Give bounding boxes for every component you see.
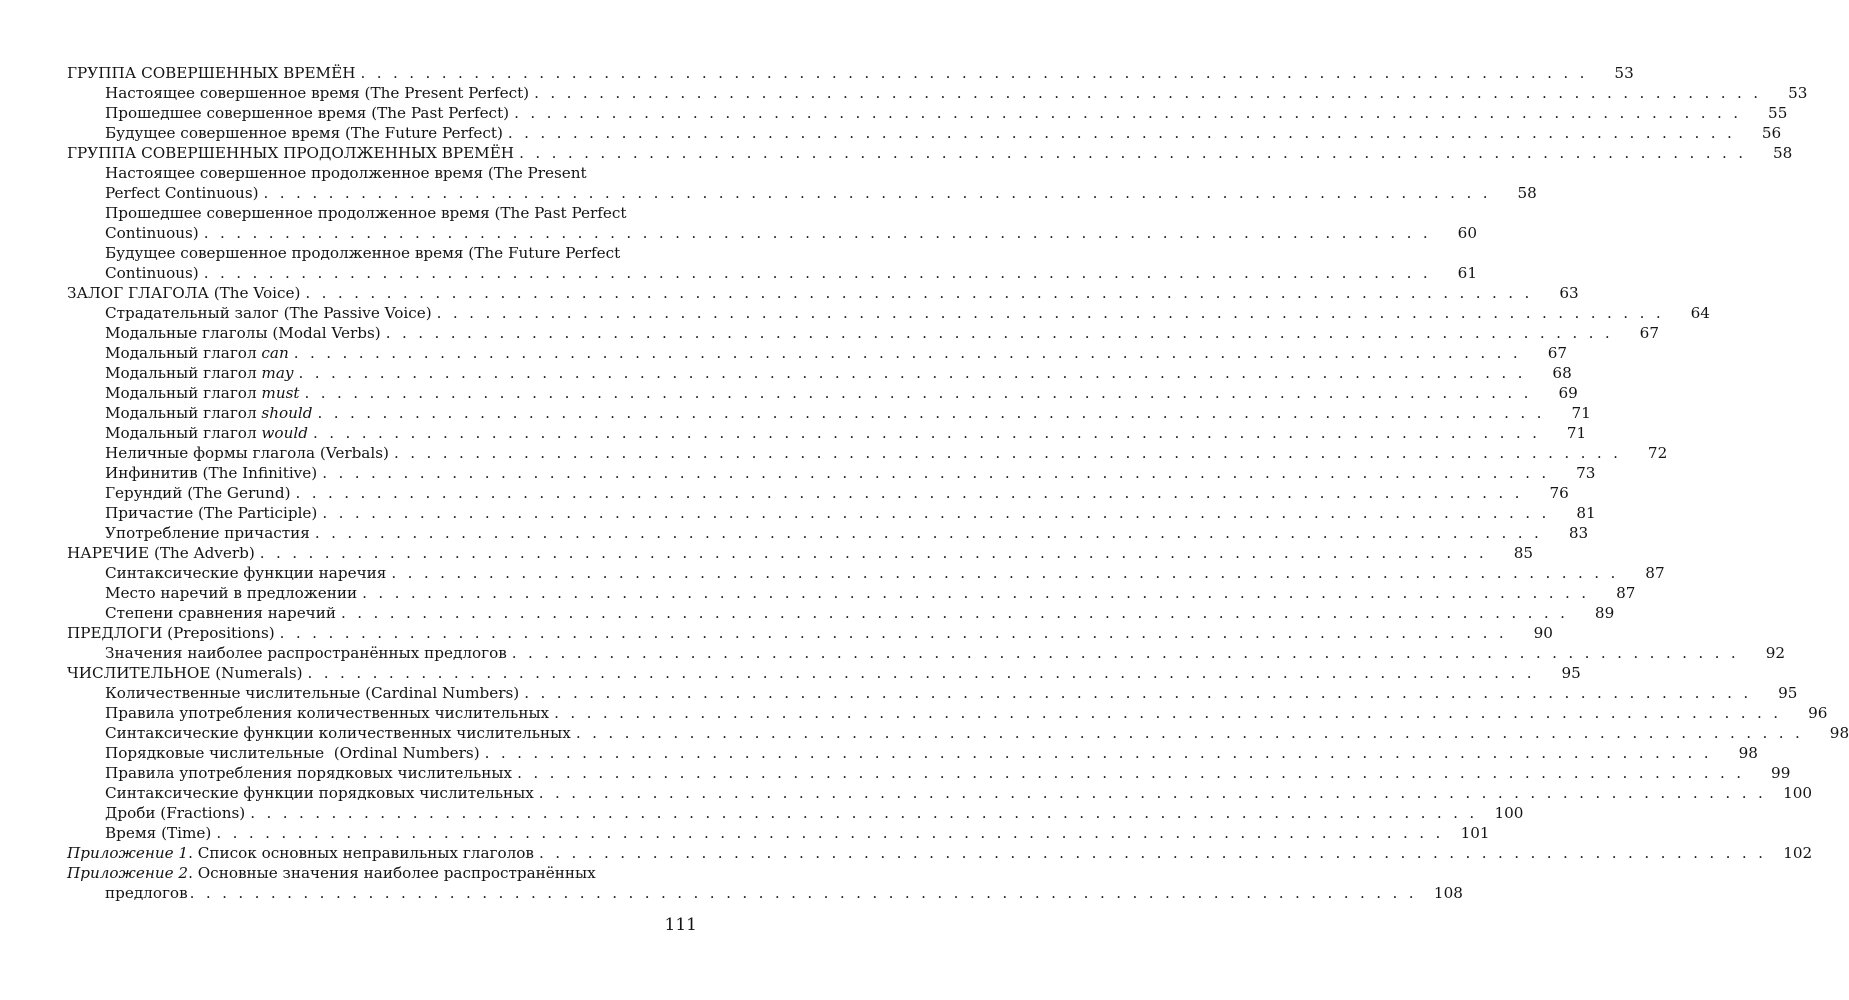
toc-entry-page: 108 — [1433, 884, 1463, 902]
modal-verb: would — [261, 424, 308, 442]
toc-entry[interactable] — [67, 163, 1537, 203]
modal-verb: may — [261, 364, 294, 382]
dot-leader: . . . . . . . . . . . . . . . . . . . . . . . . . . . . . . . . . . . . . . . . . . . . . . . . . . . . . . . . . . . . . . . . . . . . . . . . . . . . — [554, 704, 1782, 722]
toc-entry-title: ГРУППА СОВЕРШЕННЫХ ВРЕМЁН — [67, 64, 356, 82]
dot-leader: . . . . . . . . . . . . . . . . . . . . . . . . . . . . . . . . . . . . . . . . . . . . . . . . . . . . . . . . . . . . . . . . . . . . . . . . . . . . — [216, 824, 1444, 842]
toc-entry-title-continued: Continuous) — [105, 264, 199, 282]
toc-entry-title — [67, 843, 534, 863]
toc-entry[interactable] — [67, 563, 1665, 583]
toc-entry-page: 81 — [1576, 504, 1596, 522]
toc-entry-title-continued: Continuous) — [105, 224, 199, 242]
toc-entry-page: 90 — [1533, 624, 1553, 642]
toc-entry[interactable] — [67, 663, 1581, 683]
toc-entry-page: 92 — [1765, 644, 1786, 662]
toc-entry[interactable] — [67, 63, 1634, 83]
toc-entry[interactable] — [67, 383, 1578, 403]
toc-entry-title: Прошедшее совершенное продолженное время (The Past Perfect — [105, 204, 627, 222]
dot-leader: . . . . . . . . . . . . . . . . . . . . . . . . . . . . . . . . . . . . . . . . . . . . . . . . . . . . . . . . . . . . . . . . . . . . . . . . . . . . — [391, 564, 1619, 582]
dot-leader: . . . . . . . . . . . . . . . . . . . . . . . . . . . . . . . . . . . . . . . . . . . . . . . . . . . . . . . . . . . . . . . . . . . . . . . . . . . . — [203, 264, 1431, 282]
dot-leader: . . . . . . . . . . . . . . . . . . . . . . . . . . . . . . . . . . . . . . . . . . . . . . . . . . . . . . . . . . . . . . . . . . . . . . . . . . . . — [279, 624, 1507, 642]
toc-entry-title-continued: предлогов — [105, 884, 188, 902]
toc-entry-page: 64 — [1690, 304, 1710, 322]
toc-entry-page: 89 — [1594, 604, 1615, 622]
toc-entry-title — [105, 423, 308, 443]
toc-entry-page: 72 — [1647, 444, 1668, 462]
toc-entry-page: 67 — [1547, 344, 1568, 362]
toc-entry-page: 69 — [1558, 384, 1578, 402]
dot-leader: . . . . . . . . . . . . . . . . . . . . . . . . . . . . . . . . . . . . . . . . . . . . . . . . . . . . . . . . . . . . . . . . . . . . . . . . . . . . — [203, 224, 1431, 242]
toc-entry-page: 98 — [1738, 744, 1758, 762]
dot-leader: . . . . . . . . . . . . . . . . . . . . . . . . . . . . . . . . . . . . . . . . . . . . . . . . . . . . . . . . . . . . . . . . . . . . . . . . . . . . — [304, 384, 1532, 402]
toc-entry[interactable] — [67, 83, 1808, 103]
toc-entry-title — [105, 403, 313, 423]
toc-entry-page: 53 — [1788, 84, 1808, 102]
toc-entry-title: Количественные числительные (Cardinal Numbers) — [105, 684, 520, 702]
toc-entry-page: 102 — [1783, 844, 1813, 862]
toc-entry-title-text: Модальный глагол — [105, 404, 257, 422]
toc-entry-page: 99 — [1771, 764, 1791, 782]
dot-leader: . . . . . . . . . . . . . . . . . . . . . . . . . . . . . . . . . . . . . . . . . . . . . . . . . . . . . . . . . . . . . . . . . . . . . . . . . . . . — [293, 344, 1522, 362]
dot-leader: . . . . . . . . . . . . . . . . . . . . . . . . . . . . . . . . . . . . . . . . . . . . . . . . . . . . . . . . . . . . . . . . . . . . . . . . . . . . — [305, 284, 1533, 302]
toc-entry-title: Страдательный залог (The Passive Voice) — [105, 304, 432, 322]
toc-entry-title: Дроби (Fractions) — [105, 804, 246, 822]
toc-entry-title: Время (Time) — [105, 824, 212, 842]
dot-leader: . . . . . . . . . . . . . . . . . . . . . . . . . . . . . . . . . . . . . . . . . . . . . . . . . . . . . . . . . . . . . . . . . . . . . . . . . . . . — [524, 684, 1752, 702]
toc-entry[interactable] — [67, 743, 1758, 763]
toc-entry-title: Синтаксические функции наречия — [105, 564, 387, 582]
toc-entry[interactable] — [67, 343, 1568, 363]
toc-entry[interactable] — [67, 243, 1477, 283]
toc-entry[interactable] — [67, 623, 1553, 643]
toc-entry-title: Синтаксические функции количественных числительных — [105, 724, 571, 742]
toc-entry-title-text: Модальный глагол — [105, 364, 257, 382]
toc-entry-title: Неличные формы глагола (Verbals) — [105, 444, 389, 462]
toc-entry-page: 63 — [1559, 284, 1579, 302]
toc-entry-page: 87 — [1616, 584, 1636, 602]
appendix-title: . Список основных неправильных глаголов — [188, 844, 534, 862]
toc-entry-title: НАРЕЧИЕ (The Adverb) — [67, 544, 255, 562]
modal-verb: should — [261, 404, 313, 422]
toc-entry-title: Причастие (The Participle) — [105, 504, 318, 522]
toc-entry-title: Будущее совершенное время (The Future Perfect) — [105, 124, 503, 142]
toc-entry-title — [105, 343, 289, 363]
toc-entry[interactable] — [67, 203, 1477, 243]
toc-entry-page: 87 — [1645, 564, 1665, 582]
toc-entry[interactable] — [67, 483, 1569, 503]
toc-entry-title: Порядковые числительные (Ordinal Numbers) — [105, 744, 480, 762]
dot-leader: . . . . . . . . . . . . . . . . . . . . . . . . . . . . . . . . . . . . . . . . . . . . . . . . . . . . . . . . . . . . . . . . . . . . . . . . . . . . — [295, 484, 1523, 502]
toc-entry[interactable] — [67, 503, 1596, 523]
toc-entry-title: Будущее совершенное продолженное время (The Future Perfect — [105, 244, 621, 262]
toc-entry[interactable] — [67, 703, 1828, 723]
toc-entry-title: Синтаксические функции порядковых числительных — [105, 784, 534, 802]
toc-entry-title: Правила употребления количественных числительных — [105, 704, 550, 722]
dot-leader: . . . . . . . . . . . . . . . . . . . . . . . . . . . . . . . . . . . . . . . . . . . . . . . . . . . . . . . . . . . . . . . . . . . . . . . . . . . . — [259, 544, 1488, 562]
toc-entry-title — [105, 363, 293, 383]
toc-entry-page: 76 — [1549, 484, 1569, 502]
table-of-contents — [67, 63, 1849, 903]
toc-entry-page: 53 — [1614, 64, 1634, 82]
toc-entry-page: 100 — [1783, 784, 1813, 802]
dot-leader: . . . . . . . . . . . . . . . . . . . . . . . . . . . . . . . . . . . . . . . . . . . . . . . . . . . . . . . . . . . . . . . . . . . . . . . . . . . . — [511, 644, 1740, 662]
toc-entry[interactable] — [67, 523, 1589, 543]
toc-entry-title: ГРУППА СОВЕРШЕННЫХ ПРОДОЛЖЕННЫХ ВРЕМЁН — [67, 144, 515, 162]
dot-leader: . . . . . . . . . . . . . . . . . . . . . . . . . . . . . . . . . . . . . . . . . . . . . . . . . . . . . . . . . . . . . . . . . . . . . . . . . . . . — [263, 184, 1491, 202]
dot-leader: . . . . . . . . . . . . . . . . . . . . . . . . . . . . . . . . . . . . . . . . . . . . . . . . . . . . . . . . . . . . . . . . . . . . . . . . . . . . — [312, 424, 1541, 442]
dot-leader: . . . . . . . . . . . . . . . . . . . . . . . . . . . . . . . . . . . . . . . . . . . . . . . . . . . . . . . . . . . . . . . . . . . . . . . . . . . . — [575, 724, 1804, 742]
toc-entry-title: Правила употребления порядковых числительных — [105, 764, 513, 782]
modal-verb: must — [261, 384, 300, 402]
toc-entry[interactable] — [67, 763, 1791, 783]
toc-entry-page: 96 — [1808, 704, 1828, 722]
toc-entry[interactable] — [67, 443, 1668, 463]
appendix-label: Приложение 1 — [67, 844, 189, 862]
section-caps-title: ЗАЛОГ ГЛАГОЛА — [67, 284, 209, 302]
dot-leader: . . . . . . . . . . . . . . . . . . . . . . . . . . . . . . . . . . . . . . . . . . . . . . . . . . . . . . . . . . . . . . . . . . . . . . . . . . . . — [362, 584, 1590, 602]
toc-entry[interactable] — [67, 543, 1534, 563]
dot-leader: . . . . . . . . . . . . . . . . . . . . . . . . . . . . . . . . . . . . . . . . . . . . . . . . . . . . . . . . . . . . . . . . . . . . . . . . . . . . — [393, 444, 1622, 462]
toc-entry-page: 71 — [1566, 424, 1587, 442]
toc-entry-title — [105, 383, 300, 403]
toc-entry-page: 55 — [1768, 104, 1788, 122]
dot-leader: . . . . . . . . . . . . . . . . . . . . . . . . . . . . . . . . . . . . . . . . . . . . . . . . . . . . . . . . . . . . . . . . . . . . . . . . . . . . — [317, 404, 1545, 422]
toc-entry-page: 58 — [1517, 184, 1537, 202]
appendix-title: . Основные значения наиболее распространённых — [188, 864, 596, 882]
toc-entry[interactable] — [67, 103, 1788, 123]
dot-leader: . . . . . . . . . . . . . . . . . . . . . . . . . . . . . . . . . . . . . . . . . . . . . . . . . . . . . . . . . . . . . . . . . . . . . . . . . . . . — [436, 304, 1664, 322]
toc-entry-title-text: Модальный глагол — [105, 384, 257, 402]
toc-entry-title: Настоящее совершенное время (The Present Perfect) — [105, 84, 530, 102]
toc-entry[interactable] — [67, 423, 1587, 443]
toc-entry-title: Прошедшее совершенное время (The Past Perfect) — [105, 104, 510, 122]
toc-entry-title-continued: Perfect Continuous) — [105, 184, 259, 202]
dot-leader: . . . . . . . . . . . . . . . . . . . . . . . . . . . . . . . . . . . . . . . . . . . . . . . . . . . . . . . . . . . . . . . . . . . . . . . . . . . . — [340, 604, 1569, 622]
toc-entry-page: 61 — [1457, 264, 1477, 282]
dot-leader: . . . . . . . . . . . . . . . . . . . . . . . . . . . . . . . . . . . . . . . . . . . . . . . . . . . . . . . . . . . . . . . . . . . . . . . . . . . . — [538, 784, 1767, 802]
toc-entry-page: 95 — [1778, 684, 1798, 702]
toc-entry-page: 58 — [1773, 144, 1793, 162]
toc-entry-title: Настоящее совершенное продолженное время (The Present — [105, 164, 587, 182]
toc-entry[interactable] — [67, 823, 1490, 843]
dot-leader: . . . . . . . . . . . . . . . . . . . . . . . . . . . . . . . . . . . . . . . . . . . . . . . . . . . . . . . . . . . . . . . . . . . . . . . . . . . . — [484, 744, 1712, 762]
toc-entry[interactable] — [67, 803, 1524, 823]
toc-entry-page: 95 — [1561, 664, 1581, 682]
dot-leader: . . . . . . . . . . . . . . . . . . . . . . . . . . . . . . . . . . . . . . . . . . . . . . . . . . . . . . . . . . . . . . . . . . . . . . . . . . . . — [514, 104, 1742, 122]
page-number: 111 — [664, 915, 697, 935]
toc-entry-page: 67 — [1639, 324, 1659, 342]
toc-entry[interactable] — [67, 583, 1636, 603]
toc-entry[interactable] — [67, 123, 1782, 143]
appendix-label: Приложение 2 — [67, 864, 189, 882]
toc-entry-page: 100 — [1494, 804, 1524, 822]
dot-leader: . . . . . . . . . . . . . . . . . . . . . . . . . . . . . . . . . . . . . . . . . . . . . . . . . . . . . . . . . . . . . . . . . . . . . . . . . . . . — [250, 804, 1478, 822]
toc-entry[interactable] — [67, 783, 1813, 803]
dot-leader: . . . . . . . . . . . . . . . . . . . . . . . . . . . . . . . . . . . . . . . . . . . . . . . . . . . . . . . . . . . . . . . . . . . . . . . . . . . . — [360, 64, 1588, 82]
toc-entry-page: 101 — [1460, 824, 1490, 842]
dot-leader: . . . . . . . . . . . . . . . . . . . . . . . . . . . . . . . . . . . . . . . . . . . . . . . . . . . . . . . . . . . . . . . . . . . . . . . . . . . . — [189, 884, 1417, 902]
toc-entry-title: Герундий (The Gerund) — [105, 484, 291, 502]
toc-entry-page: 60 — [1457, 224, 1477, 242]
toc-entry[interactable] — [67, 723, 1849, 743]
dot-leader: . . . . . . . . . . . . . . . . . . . . . . . . . . . . . . . . . . . . . . . . . . . . . . . . . . . . . . . . . . . . . . . . . . . . . . . . . . . . — [307, 664, 1535, 682]
toc-entry-title-text: Модальный глагол — [105, 424, 257, 442]
toc-entry-title: Употребление причастия — [105, 524, 310, 542]
toc-entry[interactable] — [67, 843, 1813, 863]
toc-entry-title: Место наречий в предложении — [105, 584, 358, 602]
toc-entry-title — [67, 863, 1427, 883]
dot-leader: . . . . . . . . . . . . . . . . . . . . . . . . . . . . . . . . . . . . . . . . . . . . . . . . . . . . . . . . . . . . . . . . . . . . . . . . . . . . — [538, 844, 1767, 862]
toc-entry-page: 73 — [1576, 464, 1596, 482]
toc-entry-page: 83 — [1568, 524, 1589, 542]
toc-entry-page: 71 — [1571, 404, 1591, 422]
toc-entry-page: 56 — [1761, 124, 1782, 142]
toc-entry-title: ПРЕДЛОГИ (Prepositions) — [67, 624, 275, 642]
dot-leader: . . . . . . . . . . . . . . . . . . . . . . . . . . . . . . . . . . . . . . . . . . . . . . . . . . . . . . . . . . . . . . . . . . . . . . . . . . . . — [534, 84, 1762, 102]
toc-entry[interactable] — [67, 863, 1463, 903]
dot-leader: . . . . . . . . . . . . . . . . . . . . . . . . . . . . . . . . . . . . . . . . . . . . . . . . . . . . . . . . . . . . . . . . . . . . . . . . . . . . — [322, 464, 1550, 482]
section-english-title: (The Voice) — [208, 284, 301, 302]
toc-entry-title: Степени сравнения наречий — [105, 604, 336, 622]
dot-leader: . . . . . . . . . . . . . . . . . . . . . . . . . . . . . . . . . . . . . . . . . . . . . . . . . . . . . . . . . . . . . . . . . . . . . . . . . . . . — [314, 524, 1543, 542]
toc-entry[interactable] — [67, 143, 1793, 163]
toc-entry-title: Модальные глаголы (Modal Verbs) — [105, 324, 381, 342]
toc-entry-title — [67, 283, 300, 303]
dot-leader: . . . . . . . . . . . . . . . . . . . . . . . . . . . . . . . . . . . . . . . . . . . . . . . . . . . . . . . . . . . . . . . . . . . . . . . . . . . . — [519, 144, 1747, 162]
toc-entry[interactable] — [67, 323, 1659, 343]
toc-entry[interactable] — [67, 303, 1710, 323]
toc-entry-title-text: Модальный глагол — [105, 344, 257, 362]
toc-entry[interactable] — [67, 363, 1572, 383]
toc-entry[interactable] — [67, 403, 1591, 423]
dot-leader: . . . . . . . . . . . . . . . . . . . . . . . . . . . . . . . . . . . . . . . . . . . . . . . . . . . . . . . . . . . . . . . . . . . . . . . . . . . . — [385, 324, 1613, 342]
toc-entry[interactable] — [67, 643, 1786, 663]
toc-entry-title: Значения наиболее распространённых предлогов — [105, 644, 507, 662]
toc-entry-title: Инфинитив (The Infinitive) — [105, 464, 318, 482]
dot-leader: . . . . . . . . . . . . . . . . . . . . . . . . . . . . . . . . . . . . . . . . . . . . . . . . . . . . . . . . . . . . . . . . . . . . . . . . . . . . — [298, 364, 1526, 382]
dot-leader: . . . . . . . . . . . . . . . . . . . . . . . . . . . . . . . . . . . . . . . . . . . . . . . . . . . . . . . . . . . . . . . . . . . . . . . . . . . . — [322, 504, 1550, 522]
toc-entry-page: 68 — [1552, 364, 1572, 382]
toc-entry[interactable] — [67, 283, 1579, 303]
modal-verb: can — [261, 344, 289, 362]
toc-entry[interactable] — [67, 683, 1798, 703]
toc-entry[interactable] — [67, 603, 1615, 623]
dot-leader: . . . . . . . . . . . . . . . . . . . . . . . . . . . . . . . . . . . . . . . . . . . . . . . . . . . . . . . . . . . . . . . . . . . . . . . . . . . . — [517, 764, 1745, 782]
dot-leader: . . . . . . . . . . . . . . . . . . . . . . . . . . . . . . . . . . . . . . . . . . . . . . . . . . . . . . . . . . . . . . . . . . . . . . . . . . . . — [507, 124, 1736, 142]
toc-entry-title: ЧИСЛИТЕЛЬНОЕ (Numerals) — [67, 664, 303, 682]
toc-entry-page: 85 — [1513, 544, 1534, 562]
toc-entry[interactable] — [67, 463, 1596, 483]
toc-entry-page: 98 — [1829, 724, 1849, 742]
